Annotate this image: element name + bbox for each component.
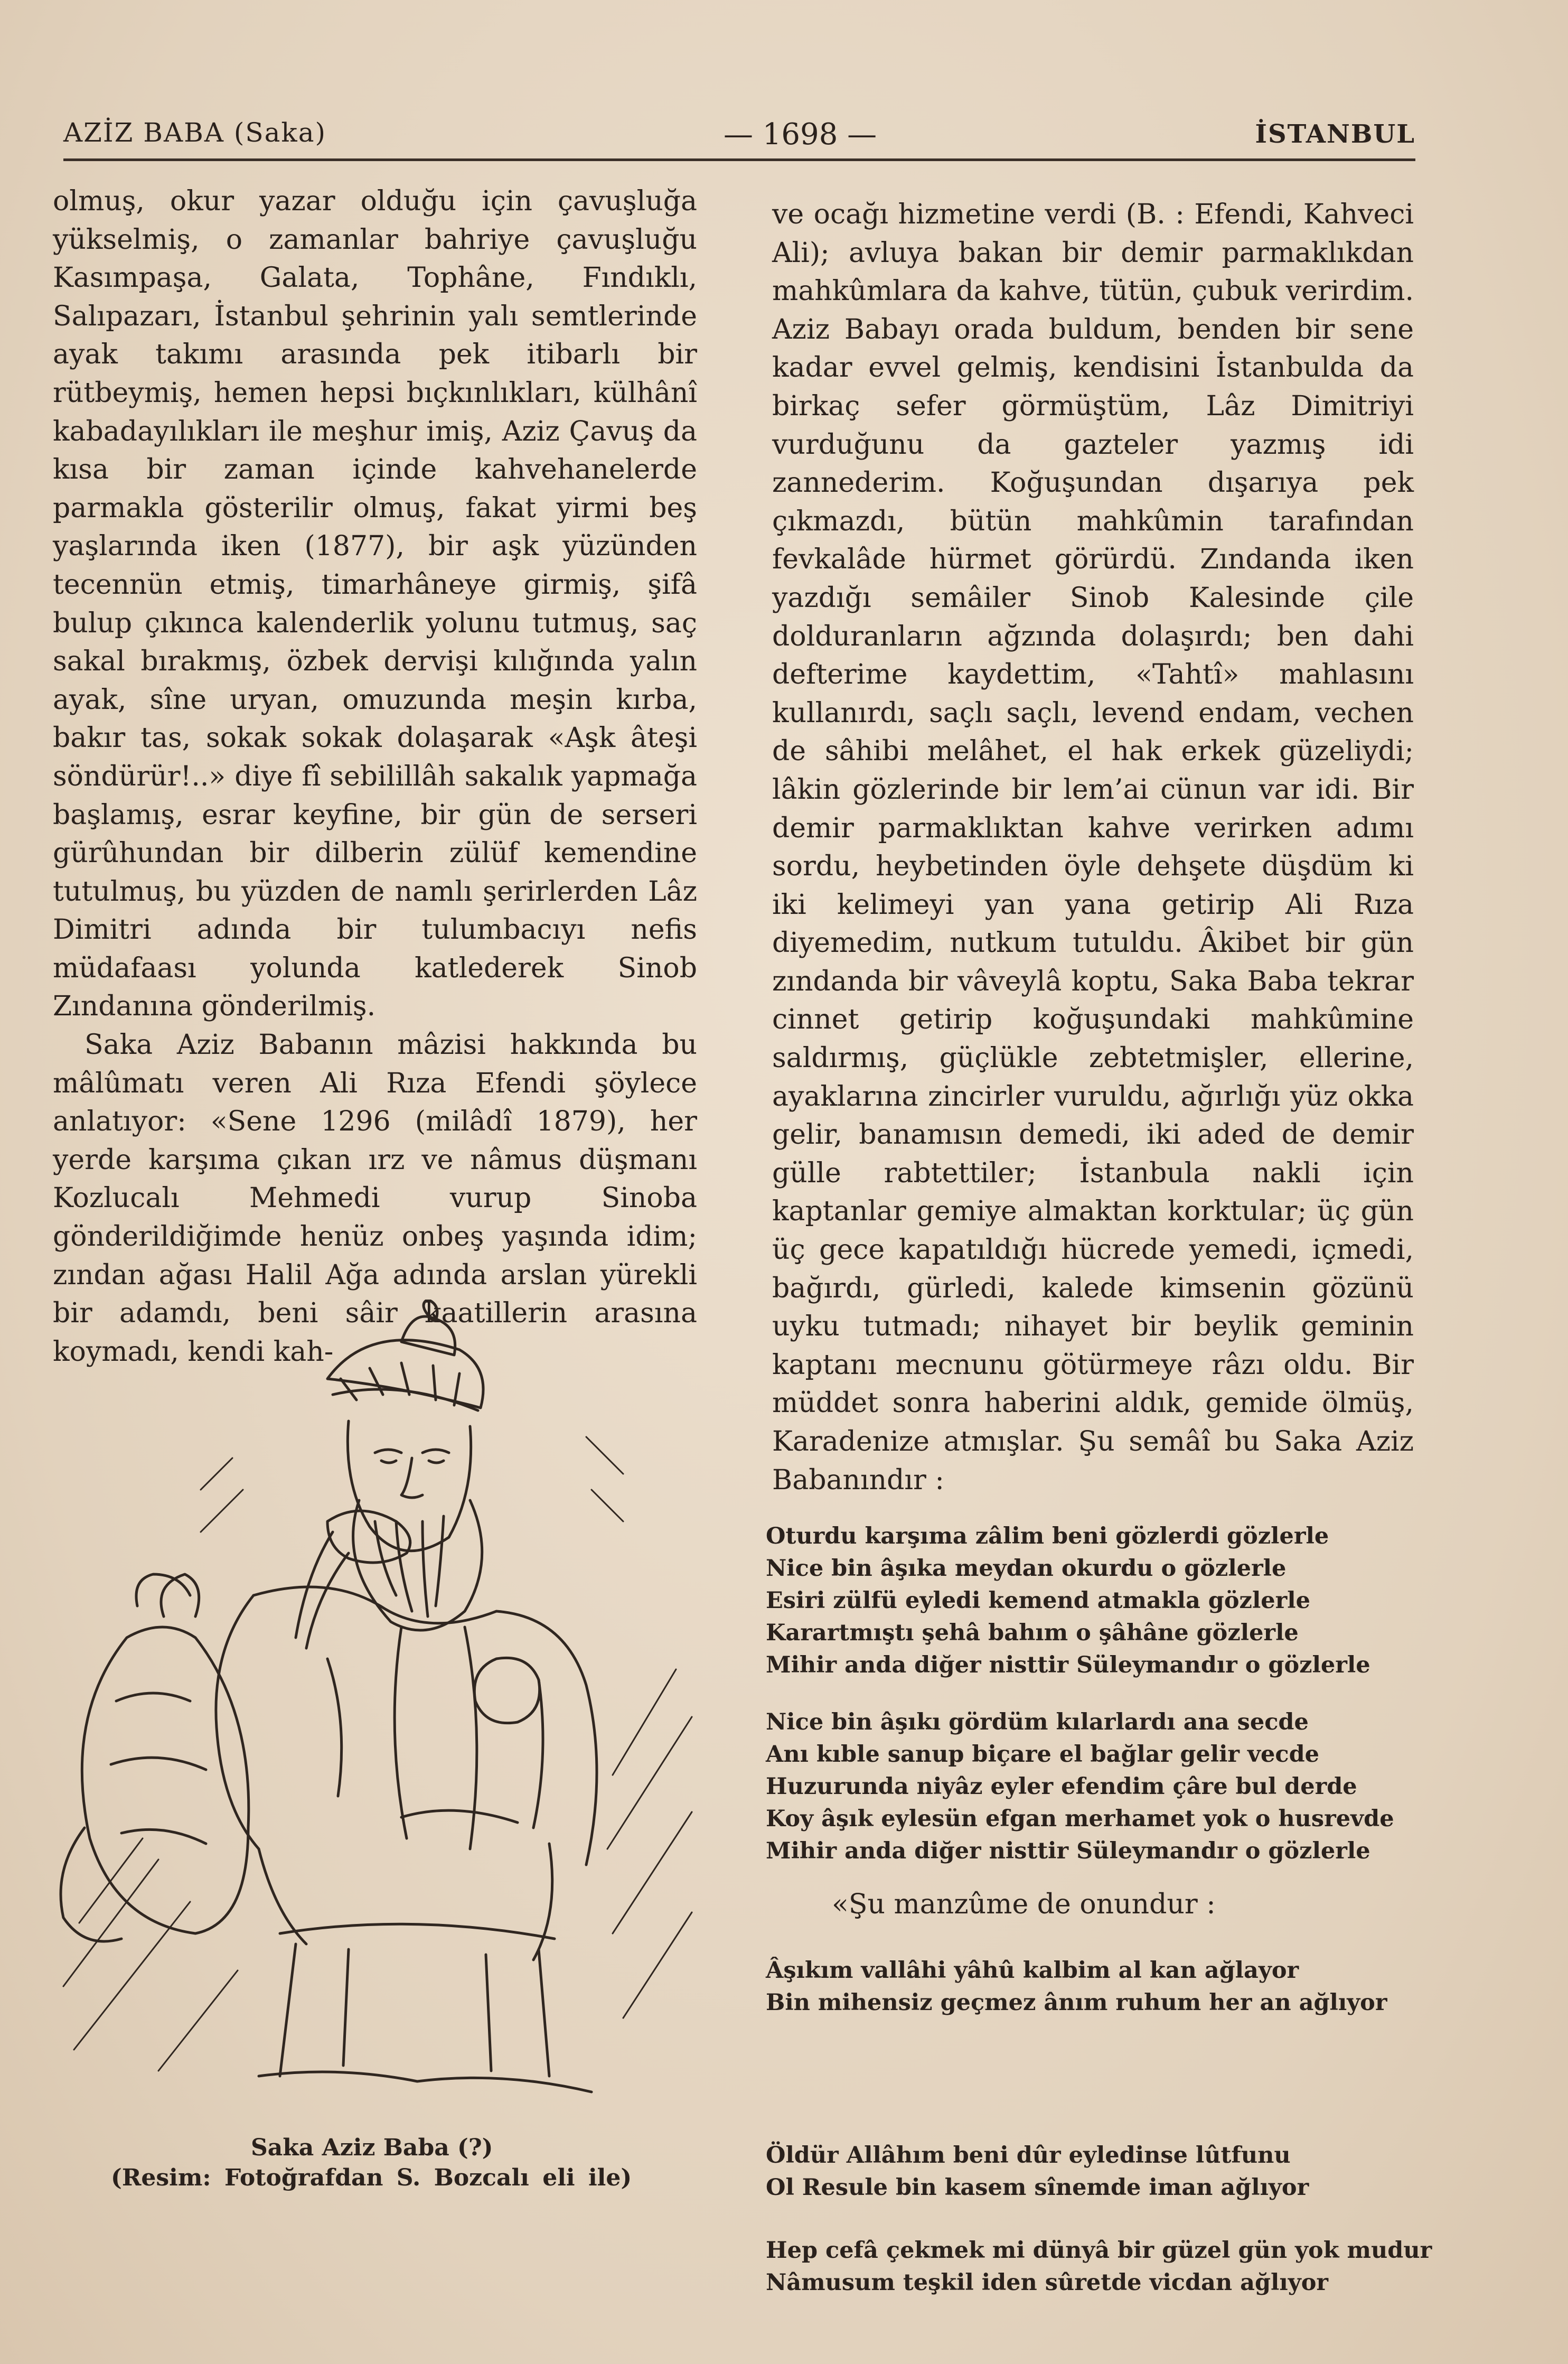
verse-line: Öldür Allâhım beni dûr eyledinse lûtfunu	[766, 2142, 1291, 2169]
running-title: AZİZ BABA (Saka)	[63, 117, 327, 148]
verse-line: Mihir anda diğer nisttir Süleymandır o gözlerle	[766, 1652, 1370, 1678]
verse-line: Hep cefâ çekmek mi dünyâ bir güzel gün yok mudur	[766, 2237, 1432, 2264]
verse-line: Nâmusum teşkil iden sûretde vicdan ağlıyor	[766, 2269, 1329, 2296]
portrait-illustration	[32, 1300, 713, 2124]
verse-line: Anı kıble sanup biçare el bağlar gelir vecde	[766, 1741, 1319, 1768]
page-header	[63, 117, 1415, 154]
verse-line: Âşıkım vallâhi yâhû kalbim al kan ağlayor	[766, 1957, 1299, 1984]
verse-line: Nice bin âşıka meydan okurdu o gözlerle	[766, 1555, 1287, 1582]
verse-line: Esiri zülfü eyledi kemend atmakla gözlerle	[766, 1587, 1310, 1614]
second-poem-intro: «Şu manzûme de onundur :	[832, 1889, 1216, 1920]
left-column	[53, 182, 697, 1371]
right-column	[772, 195, 1414, 1499]
publication-name: İSTANBUL	[1255, 119, 1415, 149]
poem-stanza-2	[766, 1706, 1436, 1867]
verse-line: Nice bin âşıkı gördüm kılarlardı ana secde	[766, 1709, 1309, 1735]
verse-line: Oturdu karşıma zâlim beni gözlerdi gözlerle	[766, 1523, 1329, 1549]
saka-aziz-baba-drawing	[32, 1300, 713, 2124]
verse-line: Koy âşık eylesün efgan merhamet yok o husrevde	[766, 1806, 1394, 1832]
poem2-stanza-2	[766, 2139, 1436, 2299]
header-rule	[63, 158, 1415, 161]
left-paragraph-1: olmuş, okur yazar olduğu için çavuşluğa yükselmiş, o zamanlar bahriye çavuşluğu Kasımpaşa, Galata, Tophâne, Fındıklı, Salıpazarı, İstanbul şehrinin yalı semtlerinde ayak takımı arasında pek itibarlı bir rütbeymiş, hemen hepsi bıçkınlıkları, külhânî kabadayılıkları ile meşhur imiş, Aziz Çavuş da kısa bir zaman içinde kahvehanelerde parmakla gösterilir olmuş, fakat yirmi beş yaşlarında iken (1877), bir aşk yüzünden tecennün etmiş, timarhâneye girmiş, şifâ bulup çıkınca kalenderlik yolunu tutmuş, saç sakal bırakmış, özbek dervişi kılığında yalın ayak, sîne uryan, omuzunda meşin kırba, bakır tas, sokak sokak dolaşarak «Aşk âteşi söndürür!..» diye fî sebilillâh sakalık yapmağa başlamış, esrar keyfine, bir gün de serseri gürûhundan bir dilberin zülüf kemendine tutulmuş, bu yüzden de namlı şerirlerden Lâz Dimitri adında bir tulumbacıyı nefis müdafaası yolunda katlederek Sinob Zındanına gönderilmiş.	[53, 185, 697, 1023]
verse-line: Huzurunda niyâz eyler efendim çâre bul derde	[766, 1773, 1357, 1800]
verse-line: Mihir anda diğer nisttir Süleymandır o gözlerle	[766, 1838, 1370, 1864]
figure-caption-title: Saka Aziz Baba (?)	[251, 2134, 493, 2161]
figure-caption-credit: (Resim: Fotoğrafdan S. Bozcalı eli ile)	[111, 2164, 632, 2191]
right-paragraph-1: ve ocağı hizmetine verdi (B. : Efendi, Kahveci Ali); avluya bakan bir demir parmaklıkdan mahkûmlara da kahve, tütün, çubuk verirdim. Aziz Babayı orada buldum, benden bir sene kadar evvel gelmiş, kendisini İstanbulda da birkaç sefer görmüştüm, Lâz Dimitriyi vurduğunu da gazteler yazmış idi zannederim. Koğuşundan dışarıya pek çıkmazdı, bütün mahkûmin tarafından fevkalâde hürmet görürdü. Zındanda iken yazdığı semâiler Sinob Kalesinde çile dolduranların ağzında dolaşırdı; ben dahi defterime kaydettim, «Tahtî» mahlasını kullanırdı, saçlı saçlı, levend endam, vechen de sâhibi melâhet, el hak erkek güzeliydi; lâkin gözlerinde bir lem’ai cünun var idi. Bir demir parmaklıktan kahve verirken adımı sordu, heybetinden öyle dehşete düşdüm ki iki kelimeyi yan yana getirip Ali Rıza diyemedim, nutkum tutuldu. Âkibet bir gün zındanda bir vâveylâ koptu, Saka Baba tekrar cinnet getirip koğuşundaki mahkûmine saldırmış, güçlükle zebtetmişler, ellerine, ayaklarına zincirler vuruldu, ağırlığı yüz okka gelir, banamısın demedi, iki aded de demir gülle rabtettiler; İstanbula nakli için kaptanlar gemiye almaktan korktular; üç gün üç gece kapatıldığı hücrede yemedi, içmedi, bağırdı, gürledi, kalede kimsenin gözünü uyku tutmadı; nihayet bir beylik geminin kaptanı mecnunu götürmeye râzı oldu. Bir müddet sonra haberini aldık, gemide ölmüş, Karadenize atmışlar. Şu semâî bu Saka Aziz Babanındır :	[772, 199, 1414, 1496]
page-number: — 1698 —	[724, 117, 877, 152]
verse-line: Karartmıştı şehâ bahım o şâhâne gözlerle	[766, 1620, 1299, 1646]
verse-line: Ol Resule bin kasem sînemde iman ağlıyor	[766, 2174, 1309, 2201]
verse-line: Bin mihensiz geçmez ânım ruhum her an ağlıyor	[766, 1989, 1387, 2016]
poem-stanza-1	[766, 1520, 1436, 1681]
poem2-stanza-1	[766, 1955, 1436, 2019]
left-paragraph-2: Saka Aziz Babanın mâzisi hakkında bu mâlûmatı veren Ali Rıza Efendi şöylece anlatıyor: «Sene 1296 (milâdî 1879), her yerde karşıma çıkan ırz ve nâmus düşmanı Kozlucalı Mehmedi vurup Sinoba gönderildiğimde henüz onbeş yaşında idim; zından ağası Halil Ağa adında arslan yürekli bir adamdı, beni sâir kaatillerin arasına koymadı, kendi kah-	[53, 1029, 697, 1368]
